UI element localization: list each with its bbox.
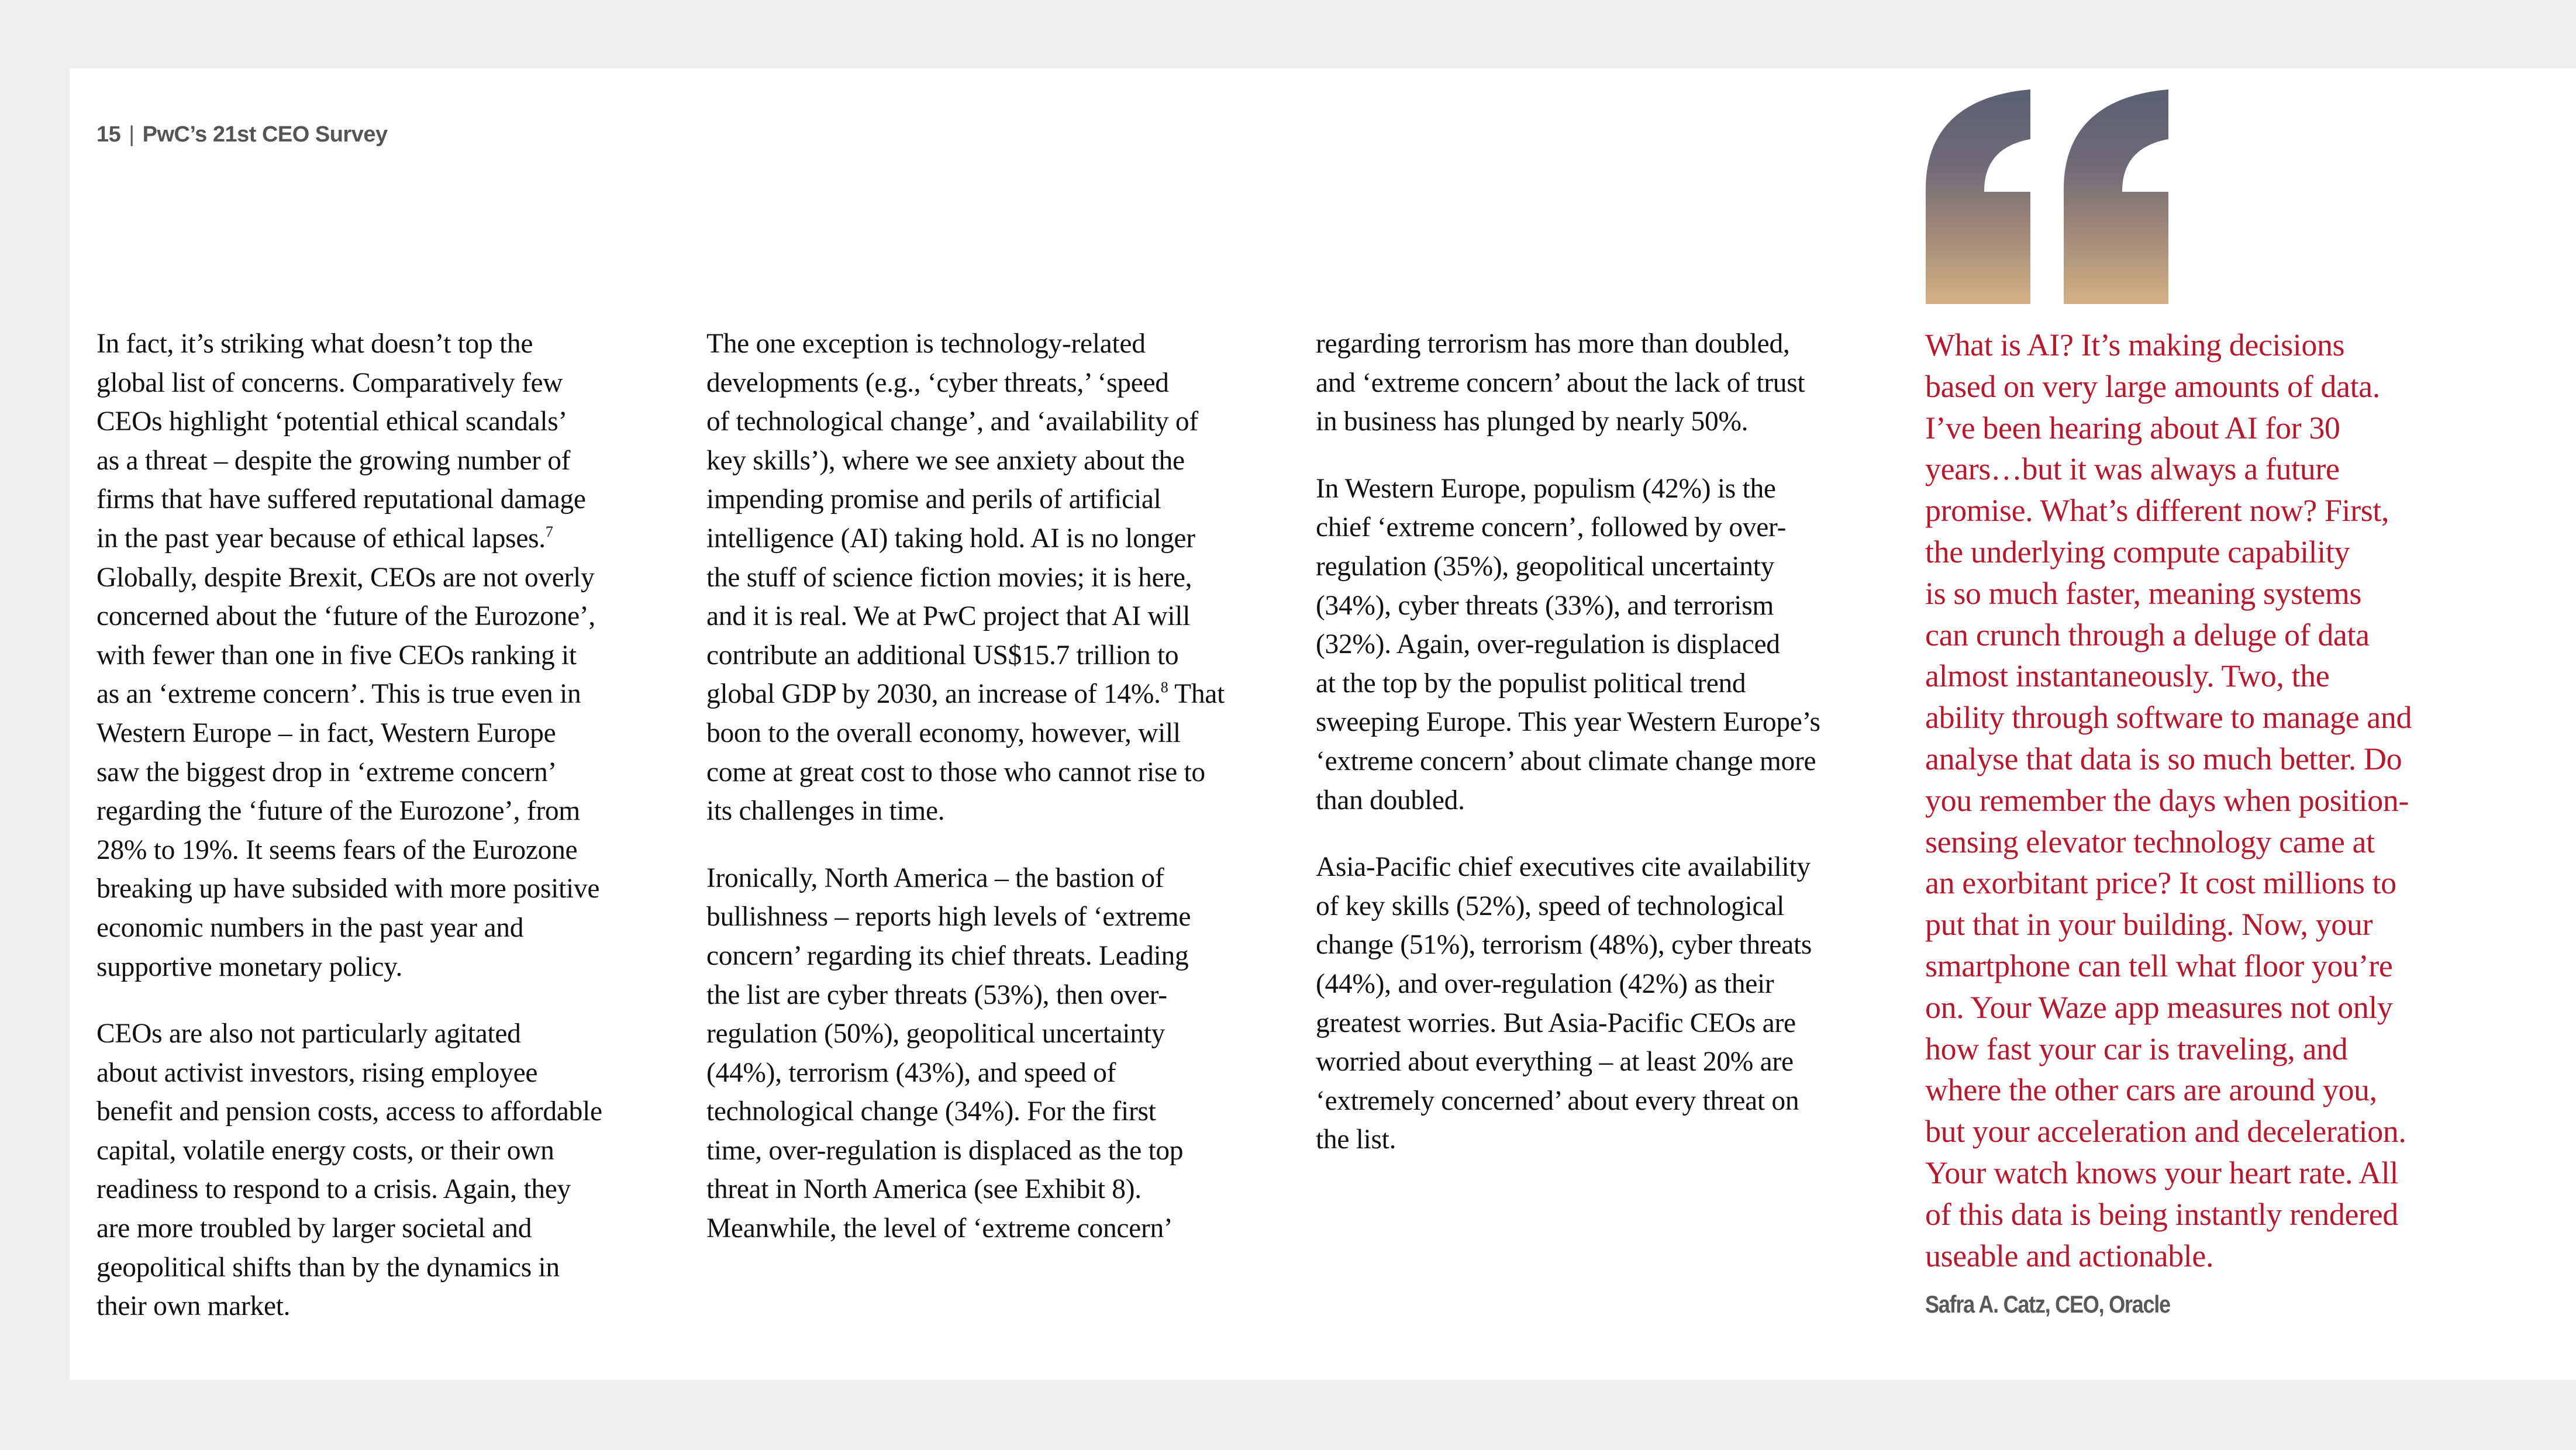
text-line: firms that have suffered reputational damage	[96, 484, 586, 515]
text-line: Asia-Pacific chief executives cite availability	[1316, 852, 1811, 883]
text-column-1	[96, 324, 681, 1354]
text-line: (32%). Again, over-regulation is displaced	[1316, 629, 1780, 660]
quote-line: What is AI? It’s making decisions	[1925, 327, 2345, 362]
text-line: in the past year because of ethical lapses.$^7$	[96, 523, 553, 554]
quote-mark-right-glyph	[2064, 89, 2168, 304]
text-column-3	[1316, 324, 1901, 1187]
quote-line: where the other cars are around you,	[1925, 1072, 2377, 1108]
quote-line: almost instantaneously. Two, the	[1925, 658, 2330, 694]
paragraph	[1316, 324, 1901, 441]
text-line: saw the biggest drop in ‘extreme concern’	[96, 757, 557, 788]
text-line: its challenges in time.	[706, 796, 945, 827]
pull-quote	[1925, 324, 2568, 1276]
quote-line: Your watch knows your heart rate. All	[1925, 1155, 2399, 1190]
text-line: sweeping Europe. This year Western Europe’s	[1316, 707, 1820, 738]
text-line: come at great cost to those who cannot rise to	[706, 757, 1205, 788]
quote-attribution: Safra A. Catz, CEO, Oracle	[1925, 1290, 2170, 1318]
footnote-marker[interactable]: 8	[1160, 679, 1168, 696]
text-line: change (51%), terrorism (48%), cyber threats	[1316, 930, 1812, 961]
text-line: boon to the overall economy, however, will	[706, 717, 1181, 748]
text-line: developments (e.g., ‘cyber threats,’ ‘speed	[706, 367, 1169, 398]
text-line: the list are cyber threats (53%), then over-	[706, 979, 1167, 1010]
quote-line: you remember the days when position-	[1925, 782, 2409, 818]
text-line: Ironically, North America – the bastion of	[706, 862, 1164, 893]
text-line: are more troubled by larger societal and	[96, 1213, 532, 1244]
quote-mark-left-glyph	[1926, 89, 2030, 304]
quote-line: sensing elevator technology came at	[1925, 824, 2375, 859]
text-line: CEOs are also not particularly agitated	[96, 1019, 521, 1049]
text-column-2	[706, 324, 1291, 1276]
quote-line: ability through software to manage and	[1925, 700, 2412, 736]
text-line: breaking up have subsided with more positive	[96, 874, 600, 904]
text-line: supportive monetary policy.	[96, 951, 403, 982]
text-line: CEOs highlight ‘potential ethical scandals’	[96, 406, 567, 437]
paragraph	[96, 324, 681, 986]
text-line: In Western Europe, populism (42%) is the	[1316, 473, 1776, 504]
text-line: regarding the ‘future of the Eurozone’, from	[96, 796, 580, 827]
header-separator: |	[129, 122, 135, 147]
text-line: geopolitical shifts than by the dynamics in	[96, 1252, 560, 1283]
text-line: than doubled.	[1316, 785, 1465, 816]
footnote-marker[interactable]: 7	[545, 523, 553, 540]
quote-line: an exorbitant price? It cost millions to	[1925, 865, 2396, 901]
text-line: in business has plunged by nearly 50%.	[1316, 406, 1749, 437]
paragraph	[1316, 469, 1901, 820]
page-number: 15	[96, 122, 121, 147]
text-line: their own market.	[96, 1291, 291, 1322]
text-line: contribute an additional US$15.7 trillion to	[706, 640, 1179, 671]
text-line: with fewer than one in five CEOs ranking it	[96, 640, 577, 671]
text-line: bullishness – reports high levels of ‘extreme	[706, 902, 1191, 933]
text-line: of key skills (52%), speed of technological	[1316, 890, 1784, 921]
text-fragment: That	[1168, 679, 1225, 710]
text-line: capital, volatile energy costs, or their own	[96, 1135, 554, 1166]
text-line: (44%), terrorism (43%), and speed of	[706, 1057, 1116, 1088]
text-line: concerned about the ‘future of the Eurozone’,	[96, 601, 595, 632]
text-line: threat in North America (see Exhibit 8).	[706, 1174, 1142, 1205]
quote-line: promise. What’s different now? First,	[1925, 493, 2389, 529]
document-page	[70, 68, 2576, 1380]
quote-line: analyse that data is so much better. Do	[1925, 741, 2402, 776]
text-line: time, over-regulation is displaced as the top	[706, 1135, 1184, 1166]
text-line: regulation (35%), geopolitical uncertainty	[1316, 551, 1775, 582]
paragraph	[706, 324, 1291, 831]
text-line: the list.	[1316, 1124, 1396, 1155]
quote-mark-icon	[1926, 89, 2171, 306]
text-line: regarding terrorism has more than doubled,	[1316, 329, 1790, 359]
quote-line: useable and actionable.	[1925, 1238, 2214, 1273]
text-line: 28% to 19%. It seems fears of the Eurozone	[96, 834, 578, 865]
text-line: benefit and pension costs, access to affordable	[96, 1096, 602, 1127]
text-line: Western Europe – in fact, Western Europe	[96, 717, 556, 748]
text-line: key skills’), where we see anxiety about the	[706, 445, 1185, 476]
quote-line: years…but it was always a future	[1925, 451, 2340, 487]
quote-line: based on very large amounts of data.	[1925, 368, 2380, 404]
quote-line: but your acceleration and deceleration.	[1925, 1114, 2406, 1149]
text-line: ‘extremely concerned’ about every threat on	[1316, 1085, 1799, 1116]
quote-line: can crunch through a deluge of data	[1925, 617, 2370, 652]
text-line: and it is real. We at PwC project that AI will	[706, 601, 1191, 632]
text-line: and ‘extreme concern’ about the lack of trust	[1316, 367, 1805, 398]
text-line: at the top by the populist political trend	[1316, 668, 1746, 699]
text-line: as a threat – despite the growing number of	[96, 445, 571, 476]
quote-line: the underlying compute capability	[1925, 534, 2350, 569]
quote-line: of this data is being instantly rendered	[1925, 1196, 2398, 1232]
text-line: concern’ regarding its chief threats. Leading	[706, 940, 1189, 971]
text-line: impending promise and perils of artificial	[706, 484, 1161, 515]
text-line: technological change (34%). For the first	[706, 1096, 1156, 1127]
text-line: (34%), cyber threats (33%), and terrorism	[1316, 590, 1774, 621]
running-header	[96, 122, 388, 147]
text-line: Globally, despite Brexit, CEOs are not overly	[96, 562, 595, 593]
text-line: the stuff of science fiction movies; it is here,	[706, 562, 1192, 593]
text-line: In fact, it’s striking what doesn’t top the	[96, 329, 533, 359]
publication-title: PwC’s 21st CEO Survey	[142, 122, 388, 147]
quote-line: put that in your building. Now, your	[1925, 907, 2373, 943]
text-line: ‘extreme concern’ about climate change more	[1316, 745, 1816, 776]
quote-line: how fast your car is traveling, and	[1925, 1031, 2348, 1066]
text-line: global GDP by 2030, an increase of 14%.$^8$ That	[706, 679, 1225, 710]
quote-line: smartphone can tell what floor you’re	[1925, 948, 2393, 983]
text-line: global list of concerns. Comparatively few	[96, 367, 563, 398]
paragraph	[706, 859, 1291, 1248]
text-line: of technological change’, and ‘availability of	[706, 406, 1198, 437]
text-line: greatest worries. But Asia-Pacific CEOs are	[1316, 1007, 1796, 1038]
text-line: readiness to respond to a crisis. Again, they	[96, 1174, 571, 1205]
paragraph	[1316, 848, 1901, 1159]
text-line: Meanwhile, the level of ‘extreme concern’	[706, 1213, 1173, 1244]
quote-line: I’ve been hearing about AI for 30	[1925, 410, 2340, 446]
text-line: about activist investors, rising employee	[96, 1057, 538, 1088]
quote-line: is so much faster, meaning systems	[1925, 575, 2362, 611]
text-line: regulation (50%), geopolitical uncertainty	[706, 1019, 1165, 1049]
text-line: chief ‘extreme concern’, followed by over-	[1316, 512, 1787, 543]
text-line: worried about everything – at least 20% are	[1316, 1047, 1794, 1078]
text-line: The one exception is technology-related	[706, 329, 1146, 359]
text-line: (44%), and over-regulation (42%) as their	[1316, 968, 1774, 999]
text-line: intelligence (AI) taking hold. AI is no longer	[706, 523, 1195, 554]
quote-line: on. Your Waze app measures not only	[1925, 989, 2393, 1025]
text-line: as an ‘extreme concern’. This is true even in	[96, 679, 581, 710]
paragraph	[96, 1014, 681, 1326]
text-line: economic numbers in the past year and	[96, 912, 524, 943]
